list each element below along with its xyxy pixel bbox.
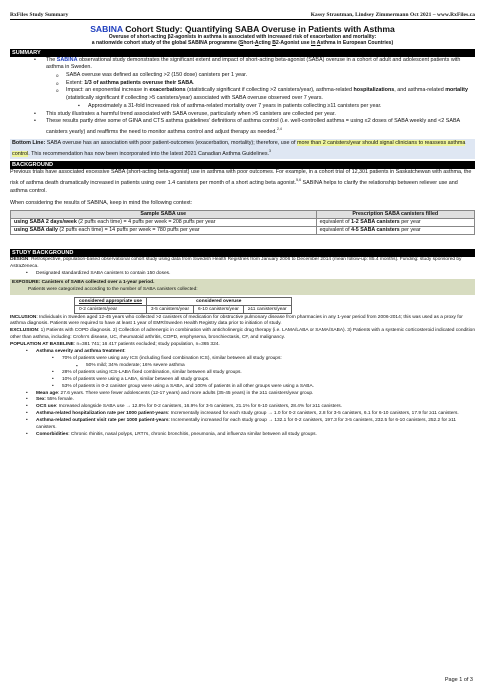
page-number: Page 1 of 3 xyxy=(444,677,473,683)
table-header: considered appropriate use xyxy=(75,297,147,305)
table-header: Sample SABA use xyxy=(11,211,317,219)
bold-label: Sex xyxy=(36,397,45,403)
table-header: considered overuse xyxy=(146,297,291,305)
summary-subbullet xyxy=(10,80,475,88)
baseline-subbullet: • 10% of patients were using a LABA, similar between all study groups. xyxy=(10,377,475,384)
title-rest: Cohort Study: Quantifying SABA Overuse in Patients with Asthma xyxy=(122,24,395,34)
bold-label: DESIGN xyxy=(10,257,29,263)
baseline-bullet xyxy=(10,349,475,356)
bold-text: hospitalizations xyxy=(353,87,395,94)
text: . This recommendation has now been incorporated into the latest 2021 Canadian Asthma Guidelines. xyxy=(28,150,270,157)
bold-text: 4-5 SABA canisters xyxy=(351,227,400,234)
text: equivalent of xyxy=(319,219,352,226)
baseline-subbullet: • 70% of patients were using any ICS (including fixed combination ICS), similar between all study groups: xyxy=(10,356,475,363)
section-heading-background: BACKGROUND xyxy=(10,161,475,169)
design-bullet: • Designated standardized SABA canisters to contain 150 doses. xyxy=(10,271,475,278)
text: : Incrementally increased for each study group → 1.0 for 0-2 canisters, 2.8 for 3-5 canisters, 6.1 for 6-10 canisters, 17.9 for ≥11 canisters. xyxy=(167,411,459,417)
text: observational study demonstrates the significant extent and impact of short-acting beta-agonist (SABA) overuse in a cohort of adult and adolescent patients with asthma in Sweden. xyxy=(46,56,461,71)
section-heading-summary: SUMMARY xyxy=(10,49,475,57)
baseline-subbullet: • 28% of patients using ICS-LABA fixed combination, similar between all study groups. xyxy=(10,370,475,377)
text: : Incrementally increased for each study group → 132.1 for 0-2 canisters, 197.3 for 3-5 canisters, 232.5 for 6-10 canisters, 252.2 for ≥11 canisters. xyxy=(36,418,457,431)
text: (statistically significant if collecting >5 canisters/year) associated with SABA overuse observed over 7 years. xyxy=(66,95,323,102)
text: (2 puffs each time) = 14 puffs per week = 780 puffs per year xyxy=(57,227,200,234)
summary-bullet: • This study illustrates a harmful trend associated with SABA overuse, particularly when >5 canisters are collected per year. xyxy=(10,111,475,119)
sabina-accent: SABINA xyxy=(56,56,78,63)
table-cell xyxy=(11,219,317,227)
page-title xyxy=(10,24,475,34)
text: Previous trials have associated excessive SABA (short-acting beta-agonist) use in asthma with poor outcomes. For example, in a cohort trial of 12,301 patients in Saskatchewan with asthma, the risk of asthma death dramatically increased in patients using over 1.4 canisters per month of a short acting beta agonist. xyxy=(10,169,472,186)
text: per year xyxy=(399,227,421,234)
subtitle-text: cting xyxy=(258,40,273,47)
baseline-subsubbullet: ▪ 50% mild; 34% moderate; 16% severe asthma xyxy=(10,363,475,370)
citation: 3 xyxy=(269,149,271,154)
text: Extent: xyxy=(66,79,85,86)
table-row xyxy=(75,305,292,313)
background-context: When considering the results of SABINA, keep in mind the following context: xyxy=(10,200,193,207)
text: : Increased alongside SABA use → 12.8% for 0-2 canisters, 16.9% for 3-5 canisters, 21.1% for 6-10 canisters, 28.4% for ≥11 canisters. xyxy=(56,404,342,410)
bold-label: OCS use xyxy=(36,404,56,410)
bold-label: Asthma severity and asthma treatment xyxy=(36,349,125,355)
text: SABA overuse has an association with poor patient-outcomes (exacerbation, mortality); therefore, use of xyxy=(45,140,297,147)
saba-context-table xyxy=(10,210,475,235)
subtitle-text: 2-Agonist use xyxy=(275,40,311,47)
baseline-bullet xyxy=(10,418,475,432)
bold-text: exacerbations xyxy=(149,87,186,94)
summary-bullet xyxy=(10,118,475,136)
bold-label: Comorbidities xyxy=(36,431,69,437)
table-header: Prescription SABA canisters filled xyxy=(316,211,474,219)
bold-text: 1/3 of asthma patients overuse their SABA xyxy=(84,79,194,86)
text: : 1) Patients with COPD diagnosis. 2) Collection of adrenergic in combination with anticholinergic drug therapy (i.e. LAMA/LABA or SAMA/SABA). 3) Patients with a systemic corticosteroid indicated condition other than asthma, including: Crohn’s disease, UC, rheumatoid arthritis, COPD, emphysema, bronchiectasis, CF, and malignancy. xyxy=(10,328,475,341)
baseline-subbullet: • 53% of patients in 0-2 canister group were using a SABA, and 100% of patients in all other groups were using a SABA. xyxy=(10,384,475,391)
text: . xyxy=(193,79,195,86)
text: , and asthma-related xyxy=(394,87,446,94)
table-cell xyxy=(316,227,474,235)
table-cell xyxy=(316,219,474,227)
table-header-row xyxy=(75,297,292,305)
text: The xyxy=(46,56,57,63)
subtitle-acronym-letter: S xyxy=(239,40,244,47)
background-paragraph xyxy=(10,169,475,195)
text: equivalent of xyxy=(319,227,352,234)
text: : Chronic rhinitis, nasal polyps, LRTI’s, chronic bronchitis, pneumonia, and influenza similar between all study groups. xyxy=(68,431,317,437)
subtitle-acronym-letter: A xyxy=(254,40,259,47)
exposure-subtext: Patients were categorized according to the number of SABA canisters collected: xyxy=(28,286,198,292)
summary-subsubbullet: ▪ Approximately a 31-fold increased risk of asthma-related mortality over 7 years in patients collecting ≥11 canisters per year. xyxy=(10,103,475,111)
inclusion-paragraph xyxy=(10,315,475,329)
subtitle-text: sthma in European Countries) xyxy=(320,40,394,47)
bold-label: POPULATION AT BASELINE xyxy=(10,342,74,348)
exposure-heading: EXPOSURE: Canisters of SABA collected over a 1-year period. xyxy=(12,279,155,285)
subtitle-acronym-letter: in xyxy=(311,40,316,47)
exposure-box xyxy=(10,279,475,295)
baseline-list xyxy=(10,349,475,439)
citation: 5,6 xyxy=(296,178,302,183)
exposure-category-table xyxy=(74,297,292,314)
baseline-bullet xyxy=(10,391,475,398)
baseline-bullet xyxy=(10,432,475,439)
text: : Retrospective, population-based observational cohort study using data from Swedish Health Registries from January 2006 to December 2014 (mean follow-up: 85.4 months). Funding: study sponsored by AstraZeneca. xyxy=(10,257,462,269)
subtitle-acronym-letter: A xyxy=(316,40,321,47)
summary-subbullet: o SABA overuse was defined as collecting >2 (150 dose) canisters per 1 year. xyxy=(10,72,475,80)
subtitle xyxy=(10,34,475,47)
bold-text: using SABA 2 days/week xyxy=(14,219,77,226)
header-left: RxFiles Study Summary xyxy=(10,12,69,18)
bottom-line-callout xyxy=(10,139,475,159)
bold-text: using SABA daily xyxy=(14,227,58,234)
text: (statistically significant if collecting >2 canisters/year), asthma-related xyxy=(185,87,354,94)
summary-bullet xyxy=(10,57,475,72)
bold-label: EXCLUSION xyxy=(10,328,38,334)
summary-list xyxy=(10,57,475,137)
text: : 55% female. xyxy=(44,397,74,403)
running-header xyxy=(10,0,475,20)
table-row xyxy=(11,227,475,235)
subtitle-line2 xyxy=(10,40,475,46)
table-cell: ≥11 canisters/year xyxy=(243,305,291,313)
subtitle-acronym-letter: B xyxy=(272,40,276,47)
bold-text: mortality xyxy=(445,87,468,94)
text: Impact: an exponential increase in xyxy=(66,87,150,94)
bold-label: Asthma-related outpatient visit rate per 1000 patient-years xyxy=(36,418,169,424)
table-cell: 0-2 canisters/year xyxy=(75,305,147,313)
bold-text: 1-2 SABA canisters xyxy=(351,219,400,226)
text: : Individuals in Sweden aged 12-45 years who collected >2 canisters of medication for obstructive pulmonary disease from pharmacies in any 1-year period from 2006-2014; this was used as a proxy for asthma diagnosis. Patients were required to have at least 1 year of EMR/Sweden Health Registry data prior to initiation of study. xyxy=(10,314,463,327)
text: SABINA helps to clarify the relationship between reliever use and asthma control. xyxy=(10,179,458,194)
text: : xyxy=(124,349,126,355)
text: : n=381 741; 16 417 patients excluded; study population, n=365 324. xyxy=(73,342,220,348)
text: (2 puffs each time) = 4 puffs per week = 208 puffs per year xyxy=(76,219,216,226)
bold-label: INCLUSION xyxy=(10,314,37,320)
section-heading-study-background: STUDY BACKGROUND xyxy=(10,249,475,257)
bold-label: Asthma-related hospitalization rate per 1000 patient-years xyxy=(36,411,168,417)
table-header-row xyxy=(11,211,475,219)
table-cell xyxy=(11,227,317,235)
table-cell: 3-5 canisters/year xyxy=(146,305,193,313)
text: : 27.6 years. There were fewer adolescents (12-17 years) and more adults (35-45 years) in the ≥11 canisters/year group. xyxy=(57,390,314,396)
subtitle-text: a nationwide cohort study of the global SABINA programme ( xyxy=(91,40,240,47)
highlight-text: more than 2 canisters/year should signal clinicians to reassess asthma control xyxy=(12,140,466,157)
table-row xyxy=(11,219,475,227)
subtitle-text: hort- xyxy=(243,40,255,47)
subtitle-line1: Overuse of short-acting β2-agonists in asthma is associated with increased risk of exacerbation and mortality: xyxy=(108,34,377,40)
text: These results partly drive some of GINA and CTS asthma guidelines’ definitions of asthma control (i.e. well-controlled asthma = using ≤2 doses of SABA weekly and <2 SABA canisters yearly) and reaffirms the need to monitor asthma control and adjust therapy as needed. xyxy=(46,118,460,135)
title-accent: SABINA xyxy=(90,24,123,34)
summary-subbullet xyxy=(10,87,475,102)
bottom-line-label: Bottom Line: xyxy=(12,140,46,147)
header-right: Kassy Strautman, Lindsey Zimmermann Oct 2021 – www.RxFiles.ca xyxy=(310,12,475,18)
bold-label: Mean age xyxy=(36,390,58,396)
citation: 2,4 xyxy=(276,126,282,131)
design-paragraph xyxy=(10,257,475,271)
exclusion-paragraph xyxy=(10,328,475,342)
table-cell: 6-10 canisters/year xyxy=(194,305,244,313)
text: per year xyxy=(399,219,421,226)
